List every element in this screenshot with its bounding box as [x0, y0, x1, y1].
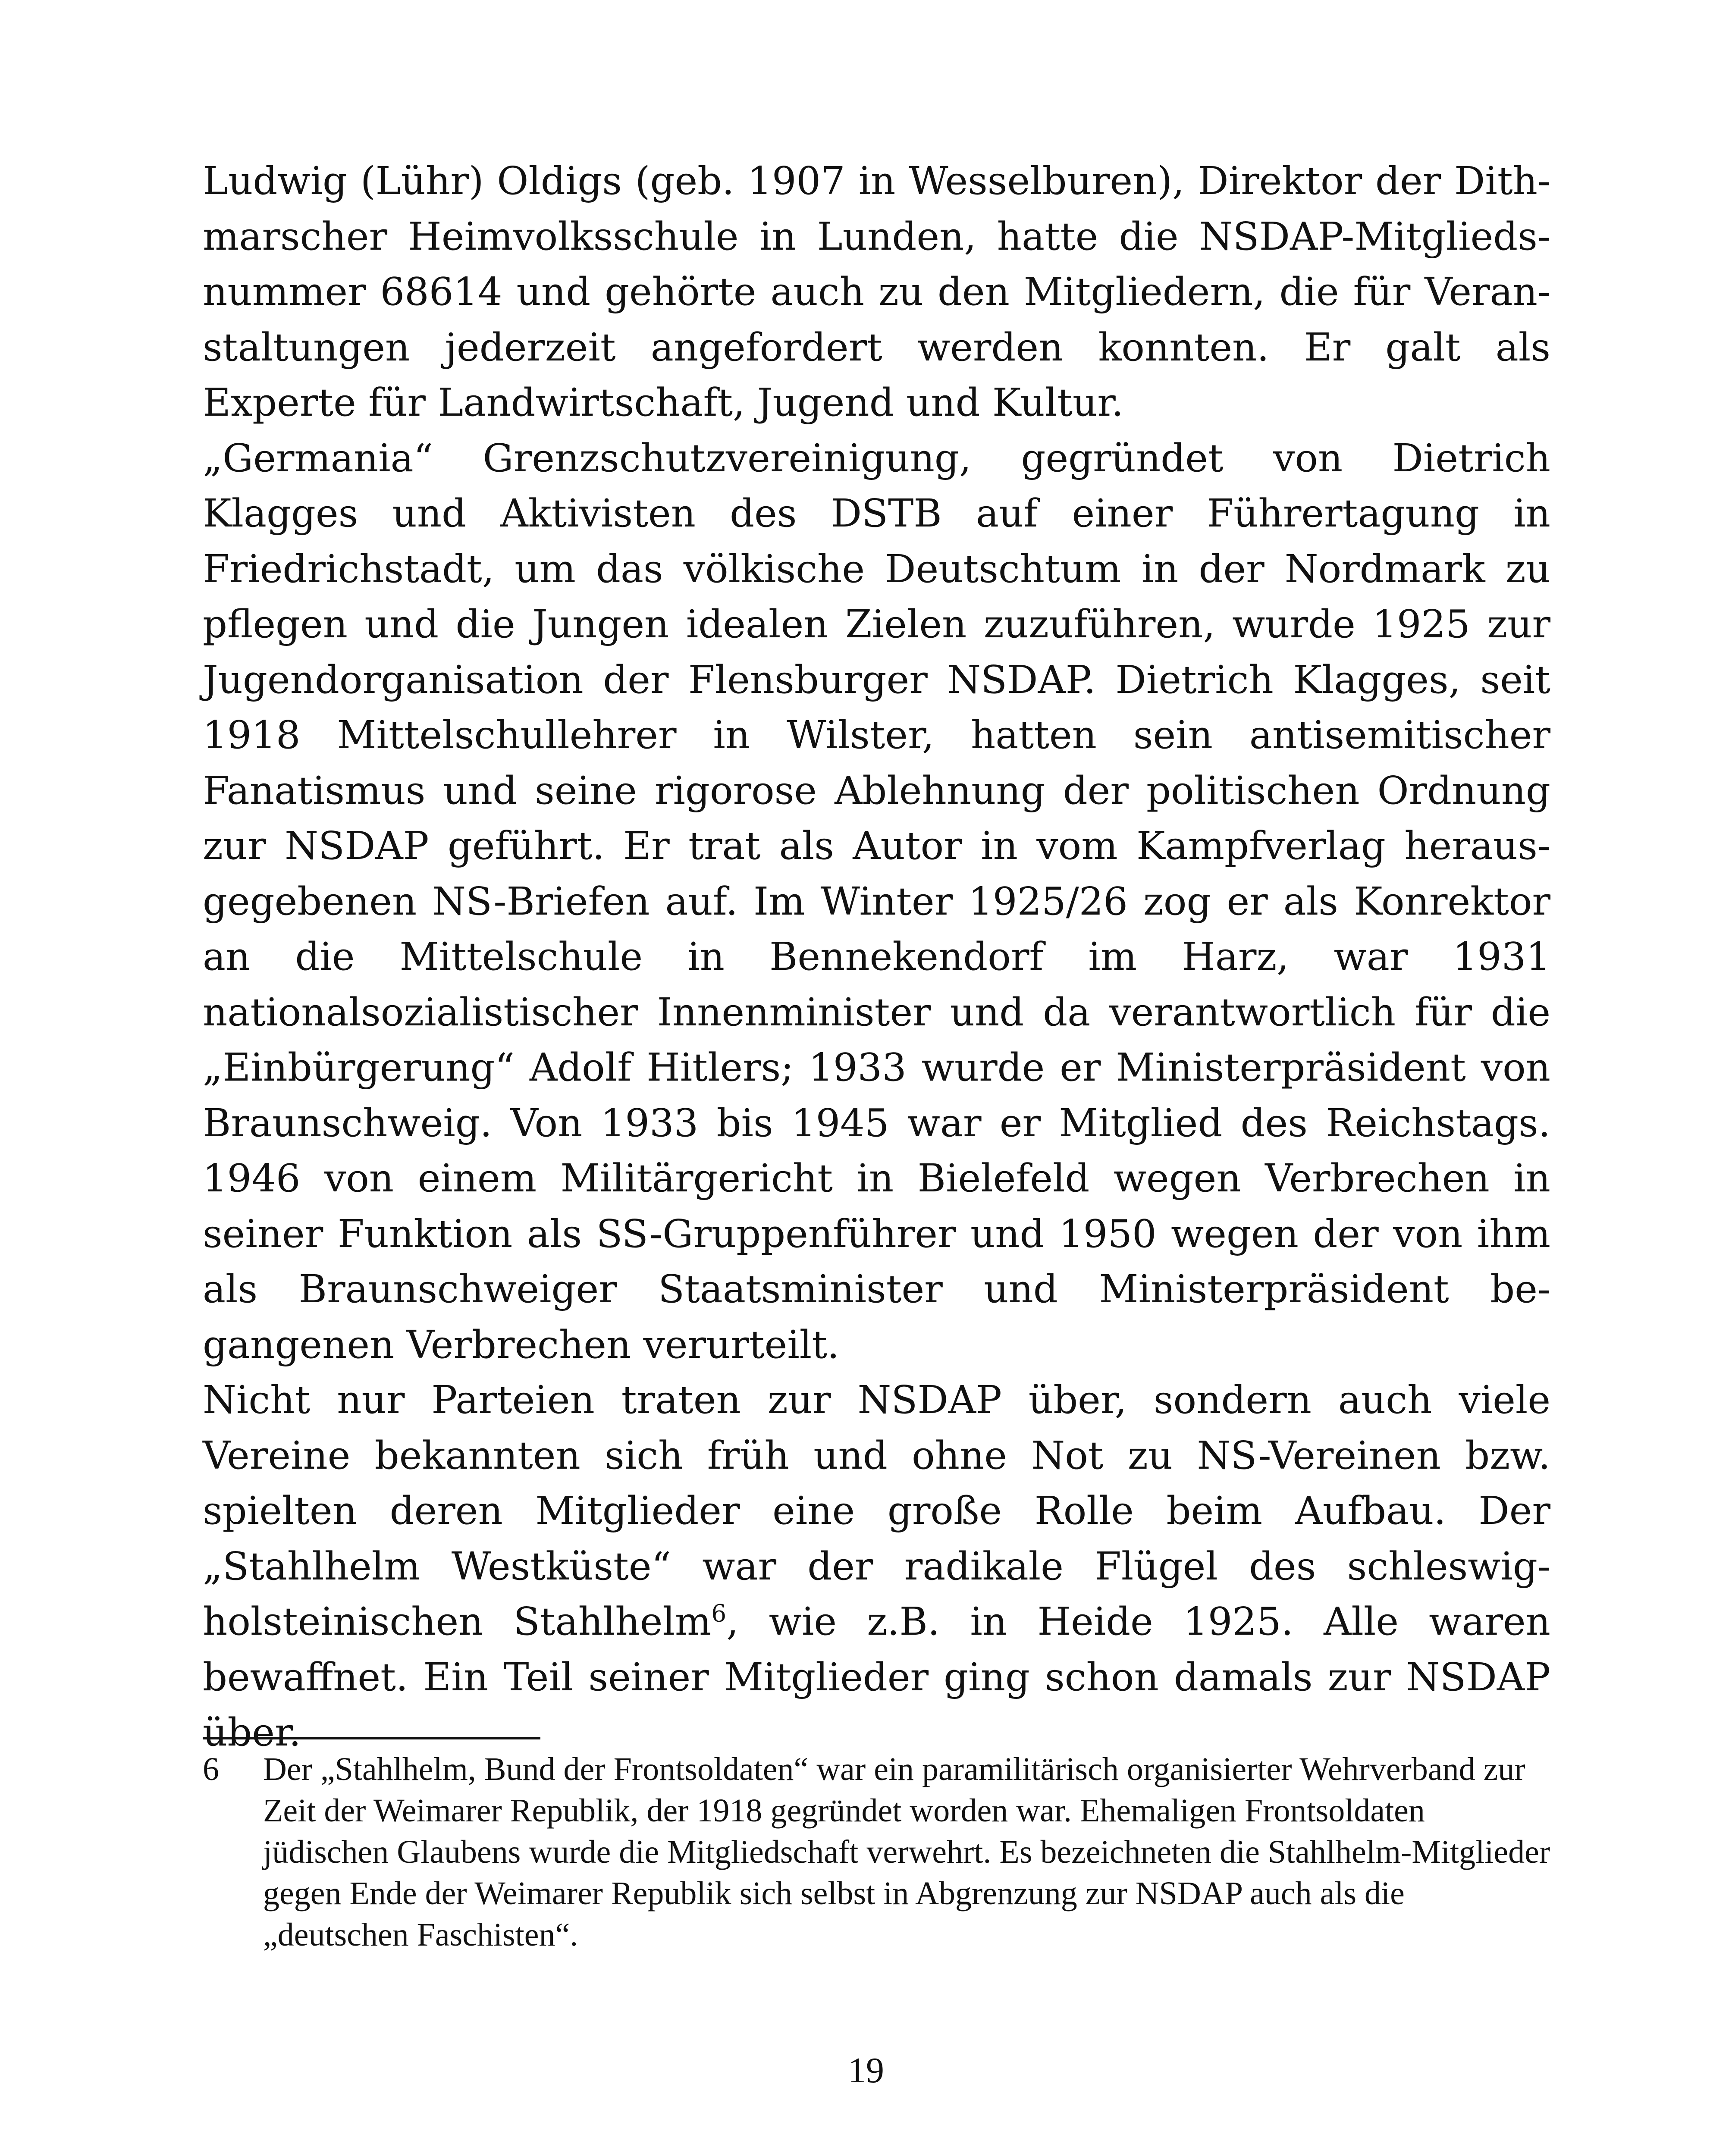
paragraph-stahlhelm-text-before: Nicht nur Parteien traten zur NSDAP über, sondern auch viele Vereine bekannten sich früh und ohne Not zu NS-Vereinen bzw. spielten deren Mitglieder eine große Rolle beim Aufbau. Der „Stahlhelm Westküste“ war der radikale Flügel des schleswig-holsteinischen Stahlhelm — [203, 1377, 1550, 1644]
paragraph-stahlhelm-text-after: , wie z.B. in Heide 1925. Alle waren bewaffnet. Ein Teil seiner Mitglieder ging schon damals zur NSDAP über. — [203, 1599, 1551, 1755]
footnote-reference: 6 — [711, 1599, 727, 1627]
footnote-number: 6 — [203, 1751, 219, 1787]
paragraph-germania: „Germania“ Grenzschutzvereinigung, gegründet von Dietrich Klagges und Aktivisten des DSTB auf einer Führertagung in Friedrichstadt, um das völkische Deutschtum in der Nordmark zu pflegen und die Jungen idealen Zielen zuzuführen, wurde 1925 zur Jugendorganisation der Flensburger NSDAP. Dietrich Klagges, seit 1918 Mittelschullehrer in Wilster, hatten sein antisemitischer Fanatismus und seine rigorose Ablehnung der politischen Ordnung zur NSDAP geführt. Er trat als Autor in vom Kampfverlag herausgegebenen NS-Briefen auf. Im Winter 1925/26 zog er als Konrektor an die Mittelschule in Bennekendorf im Harz, war 1931 nationalsozialistischer Innenminister und da verantwortlich für die „Einbürgerung“ Adolf Hitlers; 1933 wurde er Ministerpräsident von Braunschweig. Von 1933 bis 1945 war er Mitglied des Reichstags. 1946 von einem Militärgericht in Bielefeld wegen Verbrechen in seiner Funktion als SS-Gruppenführer und 1950 wegen der von ihm als Braunschweiger Staatsminister und Ministerpräsident begangenen Verbrechen verurteilt. — [203, 435, 1550, 1367]
paragraph-stahlhelm — [203, 1372, 1550, 1760]
footnote — [203, 1749, 1550, 1955]
footnote-text: Der „Stahlhelm, Bund der Frontsoldaten“ war ein paramilitärisch organisierter Wehrverband zur Zeit der Weimarer Republik, der 1918 gegründet worden war. Ehemaligen Frontsoldaten jüdischen Glaubens wurde die Mitgliedschaft verwehrt. Es bezeichneten die Stahlhelm-Mitglieder gegen Ende der Weimarer Republik sich selbst in Abgrenzung zur NSDAP auch als die „deutschen Faschisten“. — [263, 1751, 1550, 1953]
paragraph-oldigs: Ludwig (Lühr) Oldigs (geb. 1907 in Wesselburen), Direktor der Dithmarscher Heimvolksschule in Lunden, hatte die NSDAP-Mitgliedsnummer 68614 und gehörte auch zu den Mitgliedern, die für Veranstaltungen jederzeit angefordert werden konnten. Er galt als Experte für Landwirtschaft, Jugend und Kultur. — [203, 158, 1550, 425]
page-number: 19 — [848, 2050, 884, 2090]
body-text — [203, 153, 1550, 1760]
footnote-separator — [203, 1737, 540, 1739]
